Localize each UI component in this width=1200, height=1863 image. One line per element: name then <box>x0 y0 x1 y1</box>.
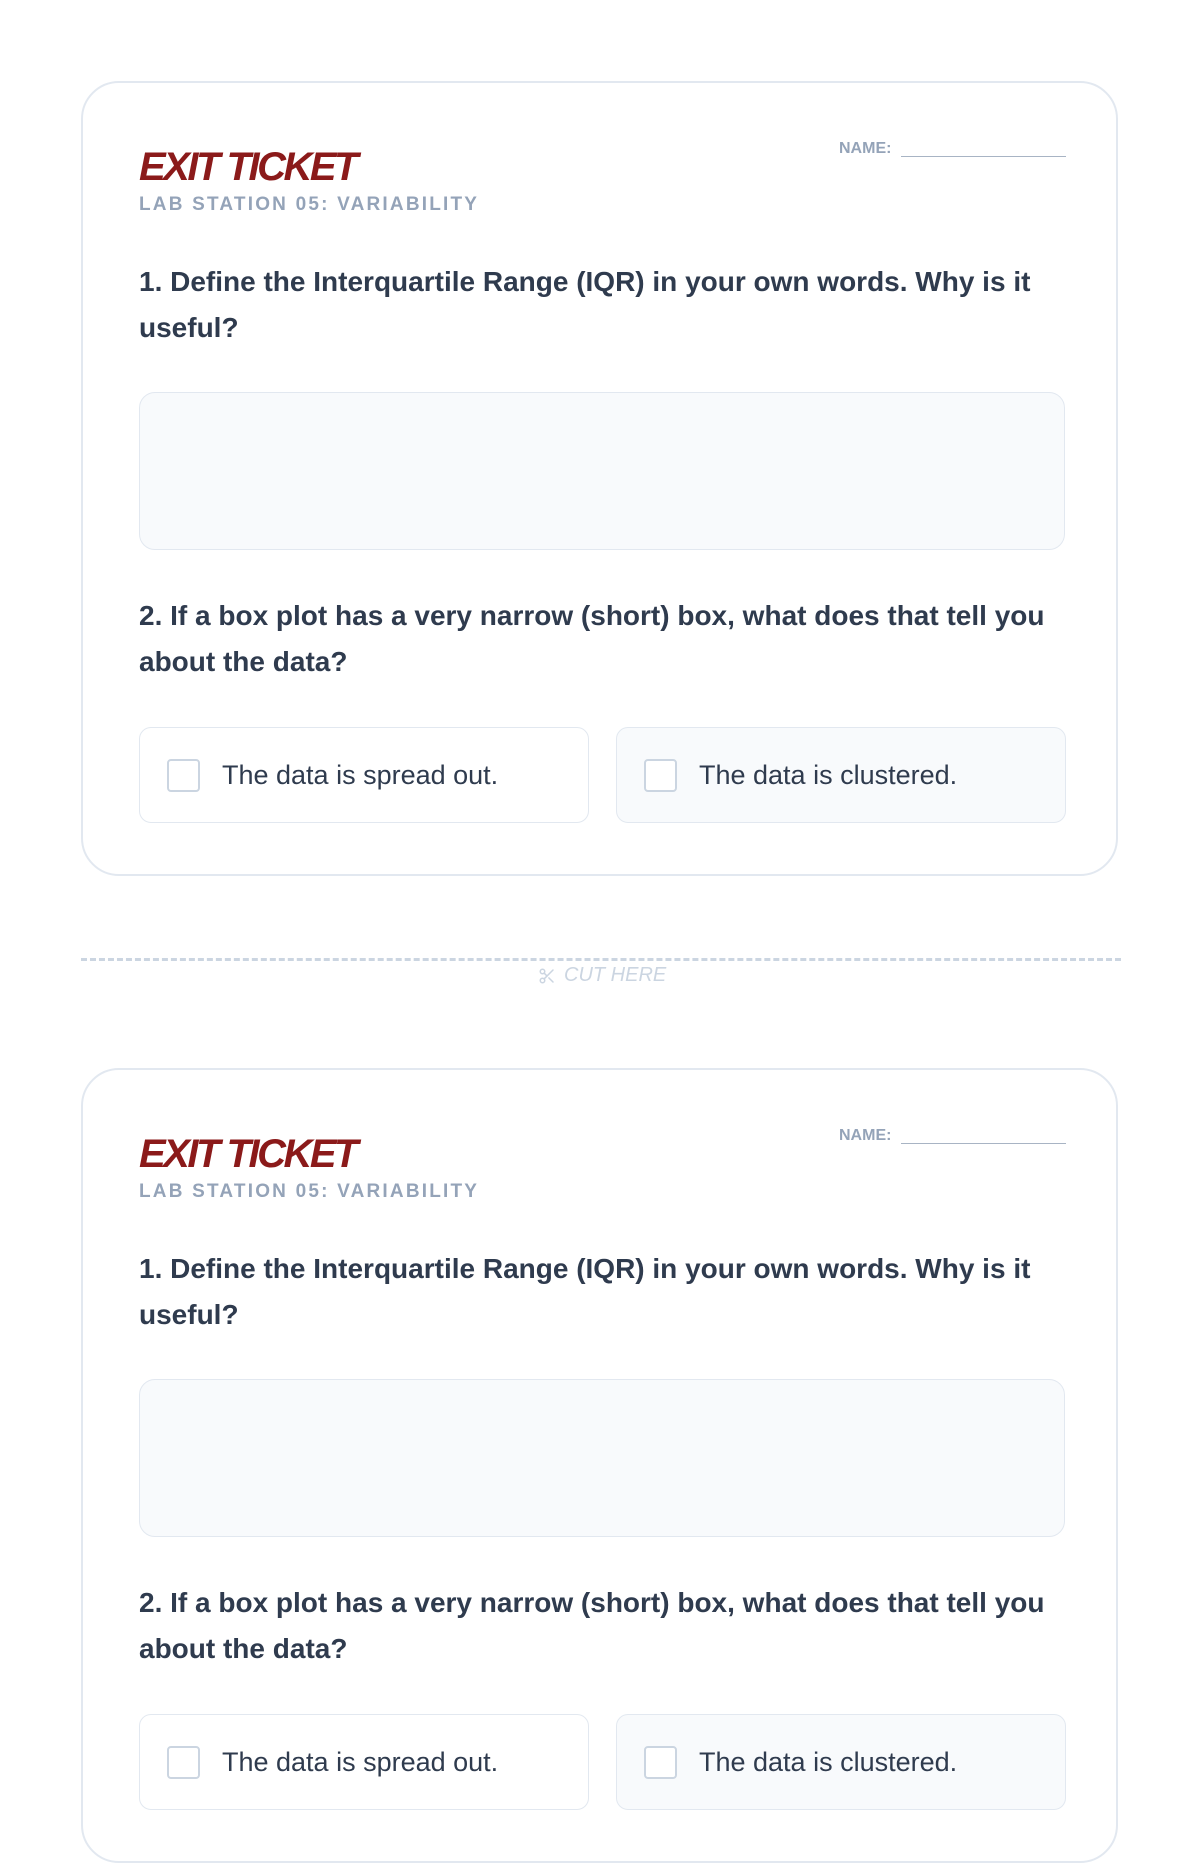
checkbox[interactable] <box>167 759 200 792</box>
option-spread-out[interactable] <box>139 1714 589 1810</box>
ticket-subtitle: LAB STATION 05: VARIABILITY <box>139 194 480 215</box>
name-field-line[interactable] <box>901 156 1066 157</box>
option-label: The data is spread out. <box>222 760 499 790</box>
name-label: NAME: <box>839 140 892 157</box>
question-1: 1. Define the Interquartile Range (IQR) in your own words. Why is it useful? <box>139 1253 1031 1330</box>
question-2: 2. If a box plot has a very narrow (short) box, what does that tell you about the data? <box>139 1587 1045 1664</box>
checkbox[interactable] <box>644 1746 677 1779</box>
cut-here-text: CUT HERE <box>564 964 667 986</box>
answer-box-question-1[interactable] <box>139 1379 1065 1537</box>
checkbox[interactable] <box>644 759 677 792</box>
option-label: The data is clustered. <box>699 760 958 790</box>
ticket-title: EXIT TICKET <box>139 1132 356 1176</box>
answer-box-question-1[interactable] <box>139 392 1065 550</box>
exit-ticket-card <box>81 81 1118 876</box>
cut-here-label <box>538 962 666 988</box>
option-spread-out[interactable] <box>139 727 589 823</box>
ticket-subtitle: LAB STATION 05: VARIABILITY <box>139 1181 480 1202</box>
question-1: 1. Define the Interquartile Range (IQR) in your own words. Why is it useful? <box>139 266 1031 343</box>
scissors-icon <box>538 966 556 984</box>
name-field-line[interactable] <box>901 1143 1066 1144</box>
option-label: The data is clustered. <box>699 1747 958 1777</box>
ticket-title: EXIT TICKET <box>139 145 356 189</box>
option-label: The data is spread out. <box>222 1747 499 1777</box>
question-2: 2. If a box plot has a very narrow (short) box, what does that tell you about the data? <box>139 600 1045 677</box>
checkbox[interactable] <box>167 1746 200 1779</box>
exit-ticket-card <box>81 1068 1118 1863</box>
option-clustered[interactable] <box>616 727 1066 823</box>
name-label: NAME: <box>839 1127 892 1144</box>
option-clustered[interactable] <box>616 1714 1066 1810</box>
cut-divider-line <box>81 958 1121 961</box>
